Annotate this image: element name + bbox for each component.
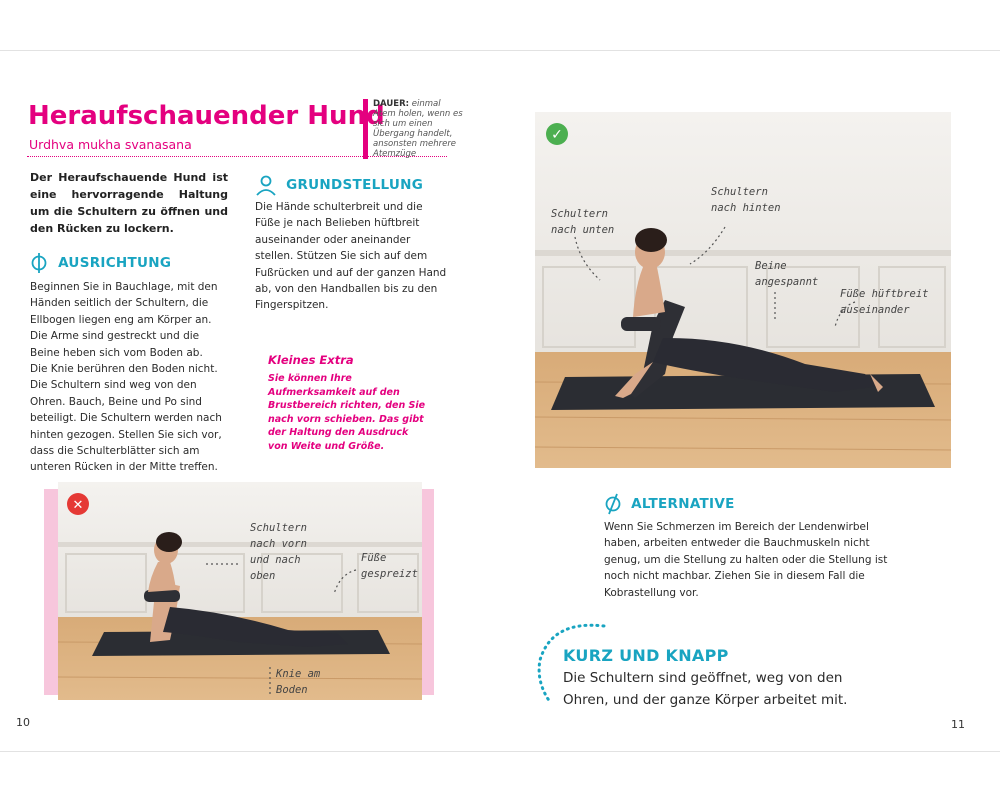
ausrichtung-text: Beginnen Sie in Bauchlage, mit den Händen seitlich der Schultern, die Ellbogen liegen eng am Körper an. Die Arme sind gestreckt und die Beine heben sich vom Boden ab. Die Knie berühren den Boden nicht. Die Schultern sind weg von den Ohren. Bauch, Beine und Po sind beteiligt. Die Schultern werden nach hinten gezogen. Stellen Sie sich vor, dass die Schulterblätter sich am unteren Rücken in der Mitte treffen. (30, 281, 222, 474)
alignment-icon (30, 252, 48, 274)
ausrichtung-heading: AUSRICHTUNG (58, 255, 172, 271)
note-schultern-hinten: Schultern nach hinten (711, 186, 781, 214)
wrong-pose-photo (58, 482, 422, 700)
duration-note (363, 99, 465, 159)
grundstellung-heading-row (255, 174, 423, 196)
alternative-heading: ALTERNATIVE (631, 496, 735, 512)
grundstellung-heading: GRUNDSTELLUNG (286, 177, 424, 193)
note-fuesse-gespreizt: Füße gespreizt (361, 552, 418, 580)
wrong-pose-illustration (58, 482, 422, 700)
duration-label: DAUER: (373, 99, 410, 109)
duration-text: einmal Atem holen, wenn es sich um einen Übergang handelt, ansonsten mehrere Atemzüge (373, 99, 463, 159)
kleines-extra-title: Kleines Extra (268, 353, 354, 367)
alternative-heading-row (604, 493, 735, 515)
kurz-heading: KURZ UND KNAPP (563, 646, 729, 665)
grundstellung-text: Die Hände schulterbreit und die Füße je nach Belieben hüftbreit auseinander oder aneinander stellen. Stützen Sie sich auf dem Fußrücken und auf der ganzen Hand ab, von den Handballen bis zu den Fingerspitzen. (255, 201, 447, 312)
alternative-text: Wenn Sie Schmerzen im Bereich der Lendenwirbel haben, arbeiten entweder die Bauchmuskeln nicht genug, um die Stellung zu halten oder die Stellung ist noch nicht machbar. Ziehen Sie in diesem Fall die Kobrastellung vor. (604, 521, 888, 599)
note-schultern-vorn: Schultern nach vorn und nach oben (250, 522, 307, 582)
person-icon (255, 174, 277, 196)
ausrichtung-heading-row (30, 252, 171, 274)
correct-badge-icon: ✓ (551, 127, 563, 143)
kleines-extra-text: Sie können Ihre Aufmerksamkeit auf den Brustbereich richten, den Sie nach vorn schieben. Das gibt der Haltung den Ausdruck von Weite und Größe. (268, 373, 426, 452)
correct-pose-photo (535, 112, 951, 468)
kurz-text: Die Schultern sind geöffnet, weg von den Ohren, und der ganze Körper arbeitet mit. (563, 670, 848, 708)
note-fuesse-hueftbreit: Füße hüftbreit auseinander (840, 288, 929, 316)
wrong-badge-icon: ✕ (72, 498, 84, 513)
page-number-right: 11 (951, 718, 965, 731)
page-subtitle: Urdhva mukha svanasana (29, 137, 192, 152)
page-number-left: 10 (16, 716, 30, 729)
alignment-icon (604, 493, 622, 515)
note-knie-am-boden: Knie am Boden (276, 668, 321, 696)
page-title: Heraufschauender Hund (28, 101, 385, 131)
note-beine-angespannt: Beine angespannt (755, 260, 819, 288)
intro-text: Der Heraufschauende Hund ist eine hervorragende Haltung um die Schultern zu öffnen und den Rücken zu lockern. (30, 171, 228, 235)
note-schultern-unten: Schultern nach unten (551, 208, 615, 236)
